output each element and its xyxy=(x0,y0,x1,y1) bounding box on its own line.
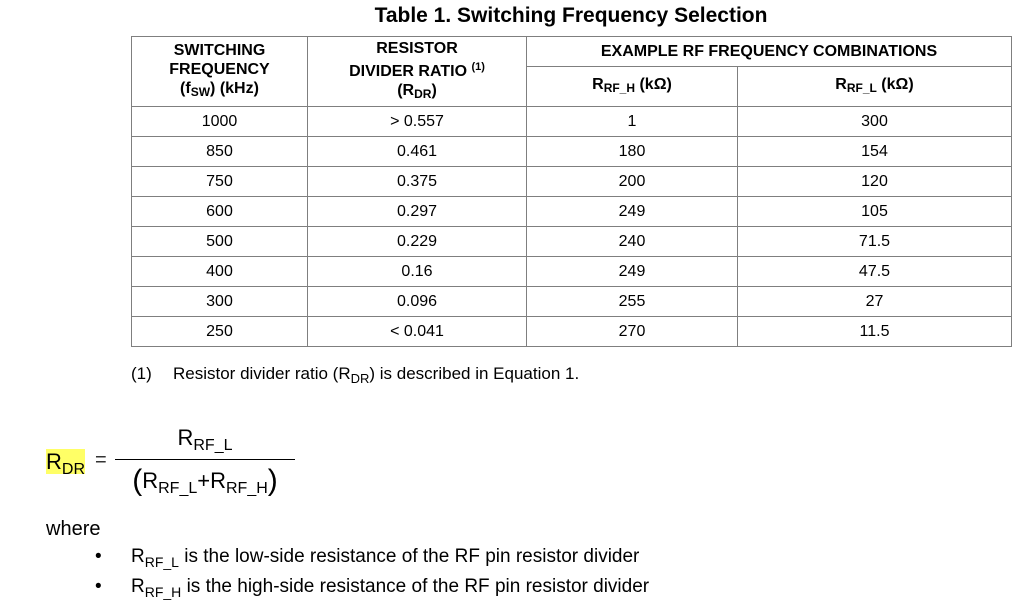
cell-rfl: 120 xyxy=(738,167,1012,197)
header-rrf-h: $R_{RF\_H}$ (kΩ) xyxy=(527,67,738,107)
table-row xyxy=(132,317,1012,347)
bullet-icon: • xyxy=(95,576,102,597)
cell-fsw: 850 xyxy=(132,137,308,167)
fraction-numerator: $R_{RF\_L}$ xyxy=(177,425,233,454)
bullet-icon: • xyxy=(95,546,102,567)
table-row xyxy=(132,287,1012,317)
cell-rdr: 0.297 xyxy=(308,197,527,227)
cell-rfh: 249 xyxy=(527,197,738,227)
cell-rfh: 255 xyxy=(527,287,738,317)
table-row xyxy=(132,167,1012,197)
where-label: where xyxy=(46,518,101,540)
table-footnote: (1) Resistor divider ratio $(R_{DR})$ is described in Equation 1. xyxy=(131,364,580,386)
fraction-denominator: $(R_{RF\_L}+R_{RF\_H})$ xyxy=(132,464,278,497)
cell-rfh: 200 xyxy=(527,167,738,197)
cell-rdr: 0.375 xyxy=(308,167,527,197)
cell-rfl: 71.5 xyxy=(738,227,1012,257)
header-example-combinations: EXAMPLE RF FREQUENCY COMBINATIONS xyxy=(527,37,1012,67)
cell-rfl: 27 xyxy=(738,287,1012,317)
cell-fsw: 300 xyxy=(132,287,308,317)
cell-rfl: 47.5 xyxy=(738,257,1012,287)
cell-rfh: 1 xyxy=(527,107,738,137)
cell-rdr: 0.229 xyxy=(308,227,527,257)
cell-rdr: 0.096 xyxy=(308,287,527,317)
header-rrf-l: $R_{RF\_L}$ (kΩ) xyxy=(738,67,1012,107)
table-title: Table 1. Switching Frequency Selection xyxy=(374,4,768,27)
cell-rfl: 154 xyxy=(738,137,1012,167)
table-row xyxy=(132,107,1012,137)
table-row xyxy=(132,137,1012,167)
cell-rdr: 0.16 xyxy=(308,257,527,287)
header-resistor-divider-ratio: RESISTOR DIVIDER RATIO $^{(1)}$ $(R_{DR})$ xyxy=(308,37,527,107)
footnote-ref: (1) xyxy=(471,61,485,73)
definition-list xyxy=(95,546,649,606)
cell-rfl: 300 xyxy=(738,107,1012,137)
table-row xyxy=(132,197,1012,227)
cell-fsw: 400 xyxy=(132,257,308,287)
cell-fsw: 500 xyxy=(132,227,308,257)
equation-fraction xyxy=(115,425,295,498)
cell-rdr: 0.461 xyxy=(308,137,527,167)
table-row xyxy=(132,227,1012,257)
equation-lhs xyxy=(46,449,85,479)
cell-rdr: < 0.041 xyxy=(308,317,527,347)
cell-rfh: 249 xyxy=(527,257,738,287)
cell-rfh: 240 xyxy=(527,227,738,257)
cell-fsw: 750 xyxy=(132,167,308,197)
equals-sign: = xyxy=(95,449,107,471)
cell-rfl: 105 xyxy=(738,197,1012,227)
cell-fsw: 1000 xyxy=(132,107,308,137)
cell-rfl: 11.5 xyxy=(738,317,1012,347)
header-switching-frequency: SWITCHING FREQUENCY $(f_{SW})$ (kHz) xyxy=(132,37,308,107)
list-item: • $R_{RF\_H}$ is the high-side resistance of the RF pin resistor divider xyxy=(95,576,650,600)
cell-fsw: 250 xyxy=(132,317,308,347)
highlighted-rdr: $R_{DR}$ xyxy=(46,449,85,478)
frequency-table xyxy=(131,36,1012,347)
cell-rfh: 180 xyxy=(527,137,738,167)
cell-rdr: > 0.557 xyxy=(308,107,527,137)
cell-rfh: 270 xyxy=(527,317,738,347)
footnote-number: (1) xyxy=(131,364,152,383)
cell-fsw: 600 xyxy=(132,197,308,227)
table-row xyxy=(132,257,1012,287)
list-item: • $R_{RF\_L}$ is the low-side resistance of the RF pin resistor divider xyxy=(95,546,640,570)
